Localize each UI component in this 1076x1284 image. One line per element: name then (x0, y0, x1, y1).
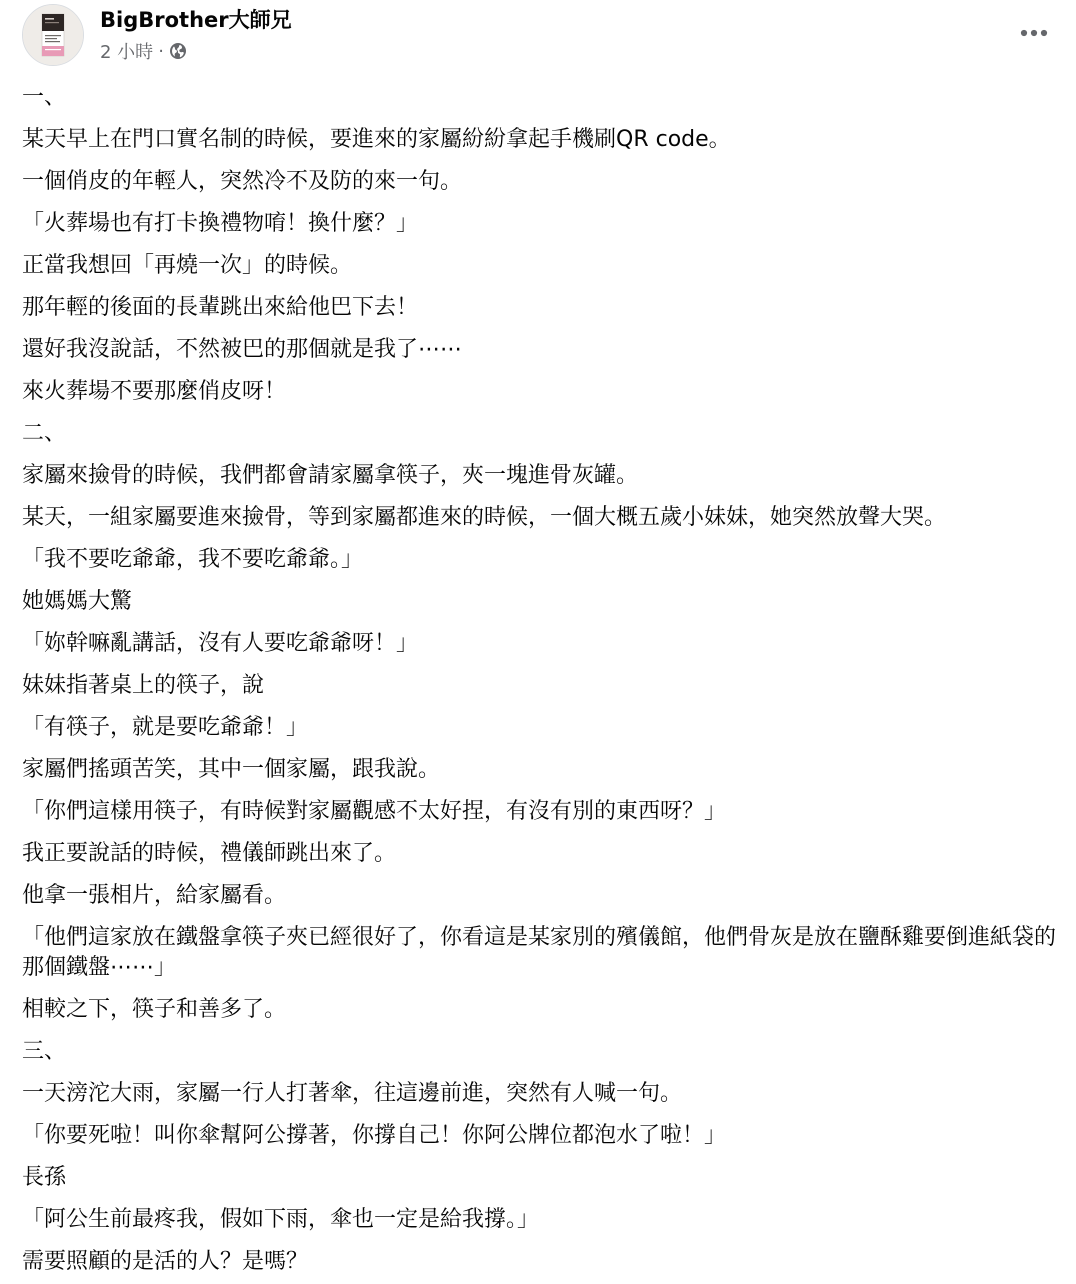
post-line-section-3-heading: 三、 (22, 1039, 67, 1064)
post-line: 家屬們搖頭苦笑，其中一個家屬，跟我說。 (22, 757, 441, 782)
post-line: 那年輕的後面的長輩跳出來給他巴下去！ (22, 295, 419, 320)
post-line: 「你們這樣用筷子，有時候對家屬觀感不太好捏，有沒有別的東西呀？」 (22, 799, 727, 824)
post-line: 某天早上在門口實名制的時候，要進來的家屬紛紛拿起手機刷QR code。 (22, 127, 731, 152)
post-header (22, 4, 1052, 66)
post-line: 一天滂沱大雨，家屬一行人打著傘，往這邊前進，突然有人喊一句。 (22, 1081, 683, 1106)
post-line: 「他們這家放在鐵盤拿筷子夾已經很好了，你看這是某家別的殯儀館，他們骨灰是放在鹽酥雞要倒進紙袋的那個鐵盤⋯⋯」 (22, 925, 1057, 980)
post-line: 「有筷子，就是要吃爺爺！」 (22, 715, 309, 740)
post-line: 某天，一組家屬要進來撿骨，等到家屬都進來的時候，一個大概五歲小妹妹，她突然放聲大哭。 (22, 505, 947, 530)
post-line: 他拿一張相片，給家屬看。 (22, 883, 287, 908)
more-dots-icon (1020, 29, 1048, 37)
post-line: 還好我沒說話，不然被巴的那個就是我了⋯⋯ (22, 337, 463, 362)
more-options-button[interactable] (1016, 18, 1052, 48)
post-line: 長孫 (22, 1165, 67, 1190)
post-line: 家屬來撿骨的時候，我們都會請家屬拿筷子，夾一塊進骨灰罐。 (22, 463, 639, 488)
post-line: 「火葬場也有打卡換禮物唷！換什麼？」 (22, 211, 419, 236)
author-name[interactable]: BigBrother大師兄 (100, 8, 292, 32)
post-line: 我正要說話的時候，禮儀師跳出來了。 (22, 841, 397, 866)
avatar[interactable] (22, 4, 84, 66)
post-line: 一個俏皮的年輕人，突然冷不及防的來一句。 (22, 169, 463, 194)
post-line: 來火葬場不要那麼俏皮呀！ (22, 379, 287, 404)
post-line: 妹妹指著桌上的筷子，說 (22, 673, 265, 698)
post-line: 正當我想回「再燒一次」的時候。 (22, 253, 353, 278)
post-line: 需要照顧的是活的人？是嗎？ (22, 1249, 309, 1274)
meta-separator: · (158, 40, 164, 62)
post-line: 「我不要吃爺爺，我不要吃爺爺。」 (22, 547, 364, 572)
post-line: 「妳幹嘛亂講話，沒有人要吃爺爺呀！」 (22, 631, 419, 656)
post-line: 相較之下，筷子和善多了。 (22, 997, 287, 1022)
post-line-section-2-heading: 二、 (22, 421, 67, 446)
post-meta (100, 38, 187, 64)
post-line: 「阿公生前最疼我，假如下雨，傘也一定是給我撐。」 (22, 1207, 540, 1232)
post-line: 她媽媽大驚 (22, 589, 133, 614)
globe-icon[interactable] (169, 42, 187, 60)
post-line-section-1-heading: 一、 (22, 85, 67, 110)
post-time[interactable]: 2 小時 (100, 42, 154, 63)
book-cover-icon (23, 5, 83, 65)
post-line: 「你要死啦！叫你傘幫阿公撐著，你撐自己！你阿公牌位都泡水了啦！」 (22, 1123, 727, 1148)
post-body (22, 77, 1060, 1283)
